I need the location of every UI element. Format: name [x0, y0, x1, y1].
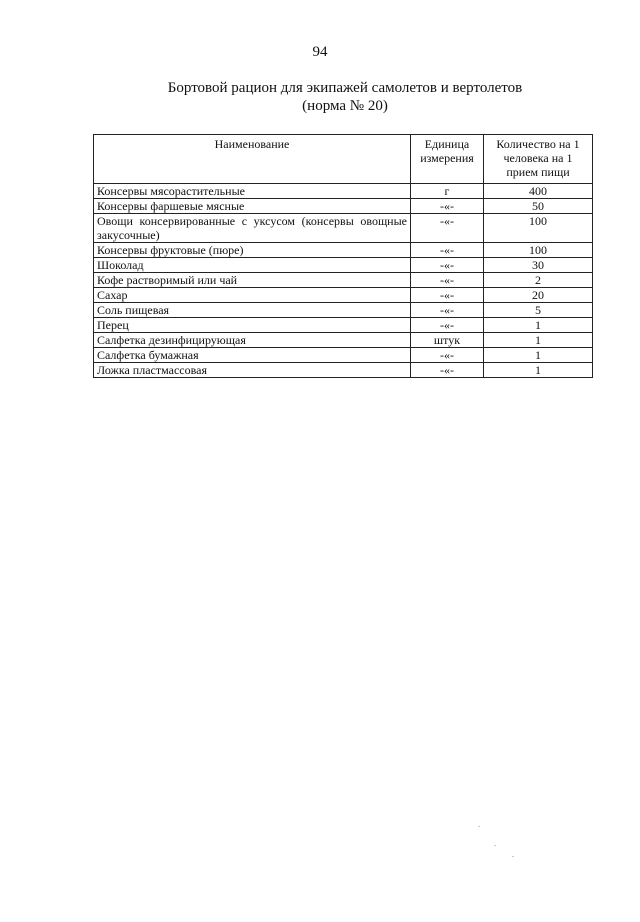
item-qty: 20: [484, 288, 593, 303]
item-qty: 400: [484, 184, 593, 199]
item-name: Салфетка бумажная: [94, 348, 411, 363]
item-qty: 1: [484, 333, 593, 348]
item-qty: 100: [484, 214, 593, 243]
item-unit: штук: [411, 333, 484, 348]
item-unit: -«-: [411, 258, 484, 273]
item-unit: г: [411, 184, 484, 199]
item-name: Овощи консервированные с уксусом (консервы овощные закусочные): [94, 214, 411, 243]
item-qty: 100: [484, 243, 593, 258]
ration-table: [93, 134, 593, 378]
item-name: Салфетка дезинфицирующая: [94, 333, 411, 348]
item-name: Сахар: [94, 288, 411, 303]
title-line-2: (норма № 20): [302, 98, 388, 114]
item-unit: -«-: [411, 363, 484, 378]
header-unit: Единица измерения: [411, 135, 484, 184]
item-name: Консервы мясорастительные: [94, 184, 411, 199]
table-row: [94, 318, 593, 333]
scan-speck: [478, 826, 480, 827]
title-line-1: Бортовой рацион для экипажей самолетов и вертолетов: [167, 80, 523, 96]
header-name: Наименование: [94, 135, 411, 184]
item-unit: -«-: [411, 288, 484, 303]
table-row: [94, 214, 593, 243]
table-row: [94, 243, 593, 258]
item-name: Консервы фруктовые (пюре): [94, 243, 411, 258]
item-name: Ложка пластмассовая: [94, 363, 411, 378]
item-unit: -«-: [411, 348, 484, 363]
item-name: Кофе растворимый или чай: [94, 273, 411, 288]
table-row: [94, 199, 593, 214]
scan-speck: [494, 845, 496, 846]
item-qty: 2: [484, 273, 593, 288]
table-row: [94, 303, 593, 318]
item-name: Перец: [94, 318, 411, 333]
table-row: [94, 348, 593, 363]
item-qty: 1: [484, 363, 593, 378]
item-name: Соль пищевая: [94, 303, 411, 318]
item-qty: 50: [484, 199, 593, 214]
item-unit: -«-: [411, 318, 484, 333]
table-row: [94, 273, 593, 288]
item-name: Шоколад: [94, 258, 411, 273]
item-qty: 5: [484, 303, 593, 318]
item-unit: -«-: [411, 243, 484, 258]
item-unit: -«-: [411, 273, 484, 288]
item-unit: -«-: [411, 303, 484, 318]
table-row: [94, 333, 593, 348]
table-header-row: [94, 135, 593, 184]
table-row: [94, 363, 593, 378]
item-unit: -«-: [411, 199, 484, 214]
table-row: [94, 288, 593, 303]
item-unit: -«-: [411, 214, 484, 243]
item-name: Консервы фаршевые мясные: [94, 199, 411, 214]
item-qty: 30: [484, 258, 593, 273]
scan-speck: [512, 856, 514, 857]
table-row: [94, 258, 593, 273]
table-row: [94, 184, 593, 199]
page-number: 94: [312, 44, 328, 60]
item-qty: 1: [484, 348, 593, 363]
document-title: [0, 79, 640, 115]
item-qty: 1: [484, 318, 593, 333]
header-qty: Количество на 1 человека на 1 прием пищи: [484, 135, 593, 184]
